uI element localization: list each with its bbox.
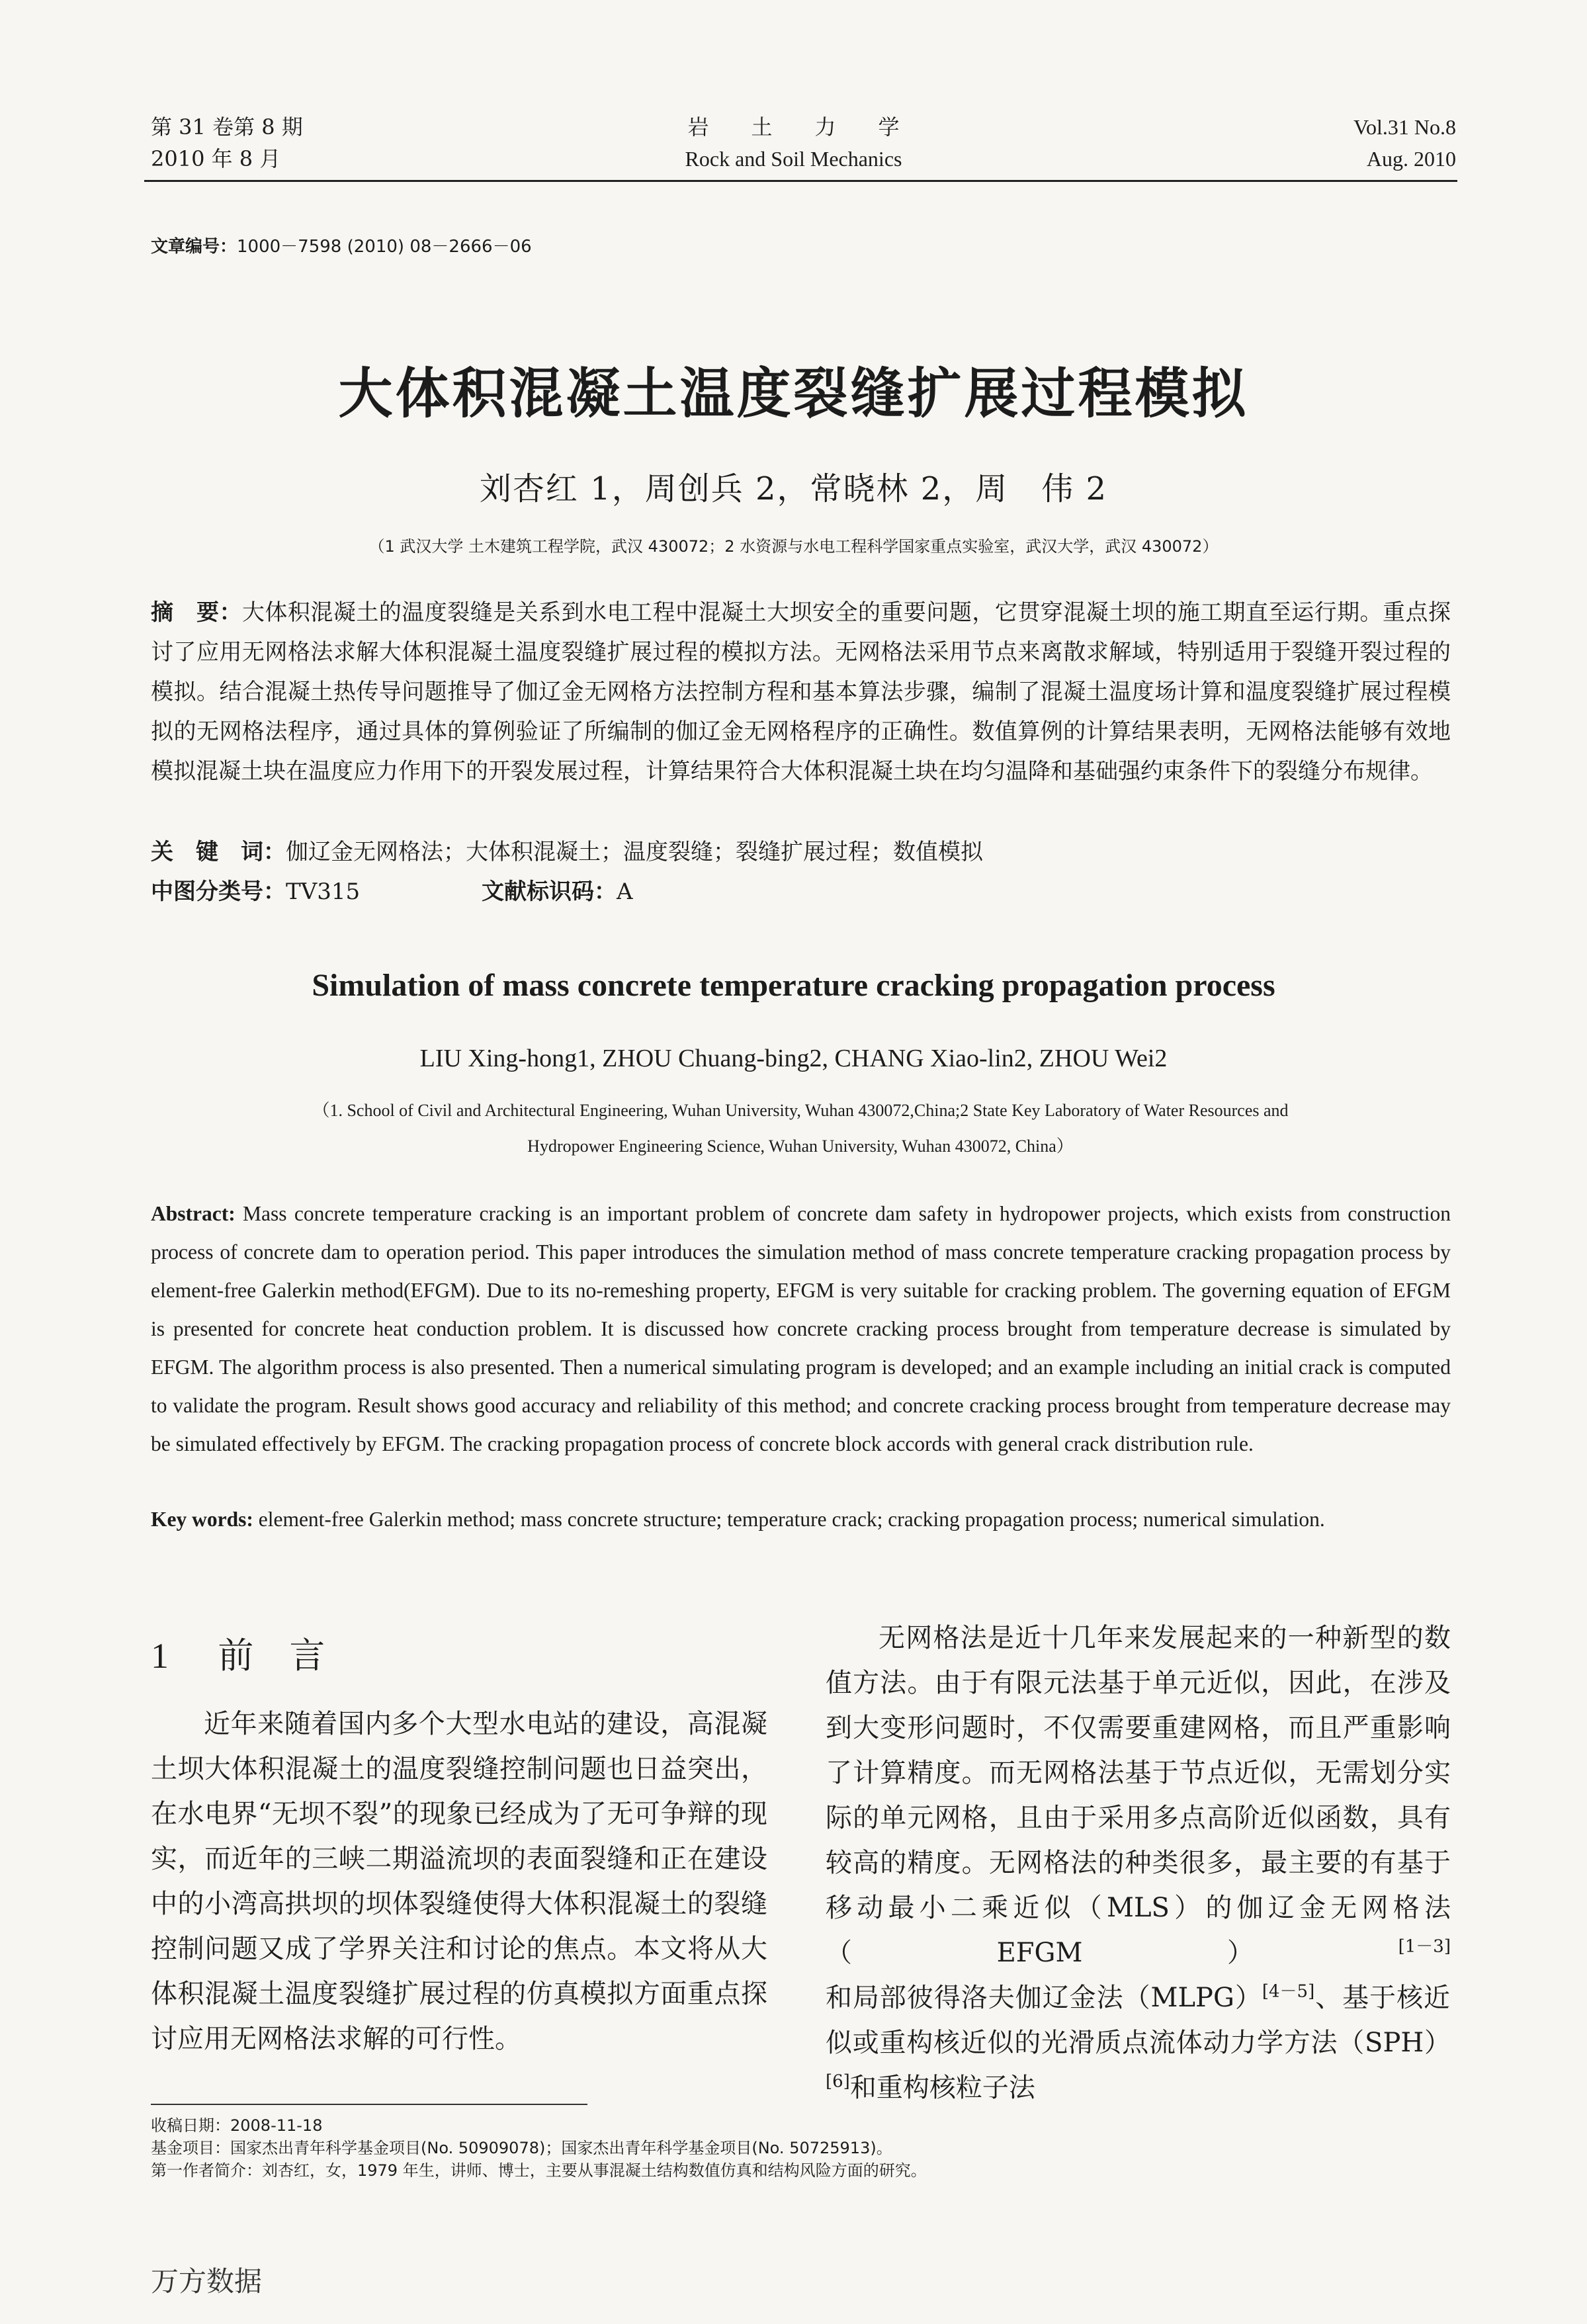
- body-right-column: [826, 1615, 1451, 2110]
- keywords-en-text: element-free Galerkin method; mass concrete structure; temperature crack; cracking propagation process; numerical simulation.: [258, 1508, 1325, 1531]
- document-code-value: A: [617, 879, 633, 905]
- date-cn: 2010 年 8 月: [151, 146, 281, 171]
- citation-1: [1－3]: [1398, 1936, 1451, 1957]
- watermark: 万方数据: [151, 2265, 263, 2298]
- title-en: Simulation of mass concrete temperature cracking propagation process: [312, 968, 1275, 1003]
- affiliations-en: [198, 1093, 1402, 1164]
- title-cn: 大体积混凝土温度裂缝扩展过程模拟: [338, 363, 1249, 425]
- abstract-en: [151, 1195, 1451, 1463]
- affiliations-en-line1: （1. School of Civil and Architectural Engineering, Wuhan University, Wuhan 430072,China;2 State Key Laboratory of Water Resources and: [312, 1101, 1289, 1120]
- document-code-label: 文献标识码：: [482, 879, 617, 905]
- date-en: Aug. 2010: [1366, 147, 1456, 171]
- abstract-en-text: Mass concrete temperature cracking is an important problem of concrete dam safety in hydropower projects, which exists from construction process of concrete dam to operation period. This paper introduces the simulation method of mass concrete temperature cracking propagation process by element-free Galerkin method(EFGM). Due to its no-remeshing property, EFGM is very suitable for cracking problem. The governing equation of EFGM is presented for concrete heat conduction problem. It is discussed how concrete cracking process brought from temperature decrease is simulated by EFGM. The algorithm process is also presented. Then a numerical simulating program is developed; and an example including an initial crack is computed to validate the program. Result shows good accuracy and reliability of this method; and concrete cracking process brought from temperature decrease may be simulated effectively by EFGM. The cracking propagation process of concrete block accords with general crack distribution rule.: [151, 1202, 1451, 1455]
- citation-3: [6]: [826, 2071, 850, 2092]
- keywords-cn-label: 关 键 词：: [151, 839, 286, 865]
- keywords-cn: [151, 832, 983, 872]
- keywords-en-label: Key words:: [151, 1508, 253, 1531]
- body-left-column: 近年来随着国内多个大型水电站的建设，高混凝土坝大体积混凝土的温度裂缝控制问题也日益突出，在水电界“无坝不裂”的现象已经成为了无可争辩的现实，而近年的三峡二期溢流坝的表面裂缝和正在建设中的小湾高拱坝的坝体裂缝使得大体积混凝土的裂缝控制问题又成了学界关注和讨论的焦点。本文将从大体积混凝土温度裂缝扩展过程的仿真模拟方面重点探讨应用无网格法求解的可行性。: [151, 1709, 767, 2054]
- header-center: [0, 111, 1587, 175]
- right-text-4: 和重构核粒子法: [849, 2073, 1035, 2103]
- section-title: 前 言: [218, 1635, 325, 1676]
- right-text-2: 和局部彼得洛夫伽辽金法（MLPG）: [826, 1983, 1262, 2013]
- header-right: [1353, 111, 1456, 175]
- journal-en: Rock and Soil Mechanics: [685, 147, 902, 171]
- keywords-en: [151, 1500, 1451, 1539]
- section-number: 1: [151, 1636, 169, 1676]
- keywords-cn-text: 伽辽金无网格法；大体积混凝土；温度裂缝；裂缝扩展过程；数值模拟: [286, 839, 983, 865]
- classification-label: 中图分类号：: [151, 879, 286, 905]
- authors-cn: 刘杏红 1，周创兵 2，常晓林 2，周 伟 2: [479, 470, 1108, 507]
- article-number-label: 文章编号：: [151, 237, 237, 257]
- section-heading: [151, 1633, 325, 1679]
- abstract-cn-label: 摘 要：: [151, 599, 242, 626]
- classification-value: TV315: [286, 879, 361, 905]
- abstract-en-label: Abstract:: [151, 1202, 236, 1225]
- abstract-cn: [151, 593, 1451, 791]
- affiliations-cn: （1 武汉大学 土木建筑工程学院，武汉 430072；2 水资源与水电工程科学国家重点实验室，武汉大学，武汉 430072）: [368, 537, 1219, 556]
- citation-2: [4－5]: [1262, 1981, 1315, 2002]
- footnote-fund: 基金项目：国家杰出青年科学基金项目(No. 50909078)；国家杰出青年科学基金项目(No. 50725913)。: [151, 2139, 892, 2157]
- footnotes: [151, 2114, 1451, 2182]
- article-number-value: 1000－7598 (2010) 08－2666－06: [237, 237, 532, 257]
- article-number: [151, 233, 532, 257]
- issue-cn: 第 31 卷第 8 期: [151, 114, 303, 140]
- footnote-author: 第一作者简介：刘杏红，女，1979 年生，讲师、博士，主要从事混凝土结构数值仿真和结构风险方面的研究。: [151, 2161, 927, 2180]
- footnote-rule: [151, 2104, 587, 2105]
- footnote-received: 收稿日期：2008-11-18: [151, 2116, 323, 2135]
- authors-en: LIU Xing-hong1, ZHOU Chuang-bing2, CHANG Xiao-lin2, ZHOU Wei2: [419, 1045, 1168, 1072]
- right-text-1: 无网格法是近十几年来发展起来的一种新型的数值方法。由于有限元法基于单元近似，因此，在涉及到大变形问题时，不仅需要重建网格，而且严重影响了计算精度。而无网格法基于节点近似，无需划分实际的单元网格，且由于采用多点高阶近似函数，具有较高的精度。无网格法的种类很多，最主要的有基于移动最小二乘近似（MLS）的伽辽金无网格法（EFGM）: [826, 1623, 1451, 1968]
- journal-cn: 岩 土 力 学: [687, 114, 900, 140]
- classification: [151, 872, 1451, 912]
- document-code: [482, 872, 633, 912]
- right-text-3: 、基于核近似或重构核近似的光滑质点流体动力学方法（SPH）: [826, 1983, 1451, 2058]
- affiliations-en-line2: Hydropower Engineering Science, Wuhan University, Wuhan 430072, China）: [527, 1137, 1074, 1156]
- header-rule: [144, 180, 1457, 182]
- abstract-cn-text: 大体积混凝土的温度裂缝是关系到水电工程中混凝土大坝安全的重要问题，它贯穿混凝土坝的施工期直至运行期。重点探讨了应用无网格法求解大体积混凝土温度裂缝扩展过程的模拟方法。无网格法采用节点来离散求解域，特别适用于裂缝开裂过程的模拟。结合混凝土热传导问题推导了伽辽金无网格方法控制方程和基本算法步骤，编制了混凝土温度场计算和温度裂缝扩展过程模拟的无网格法程序，通过具体的算例验证了所编制的伽辽金无网格程序的正确性。数值算例的计算结果表明，无网格法能够有效地模拟混凝土块在温度应力作用下的开裂发展过程，计算结果符合大体积混凝土块在均匀温降和基础强约束条件下的裂缝分布规律。: [151, 599, 1451, 785]
- vol-en: Vol.31 No.8: [1353, 115, 1456, 139]
